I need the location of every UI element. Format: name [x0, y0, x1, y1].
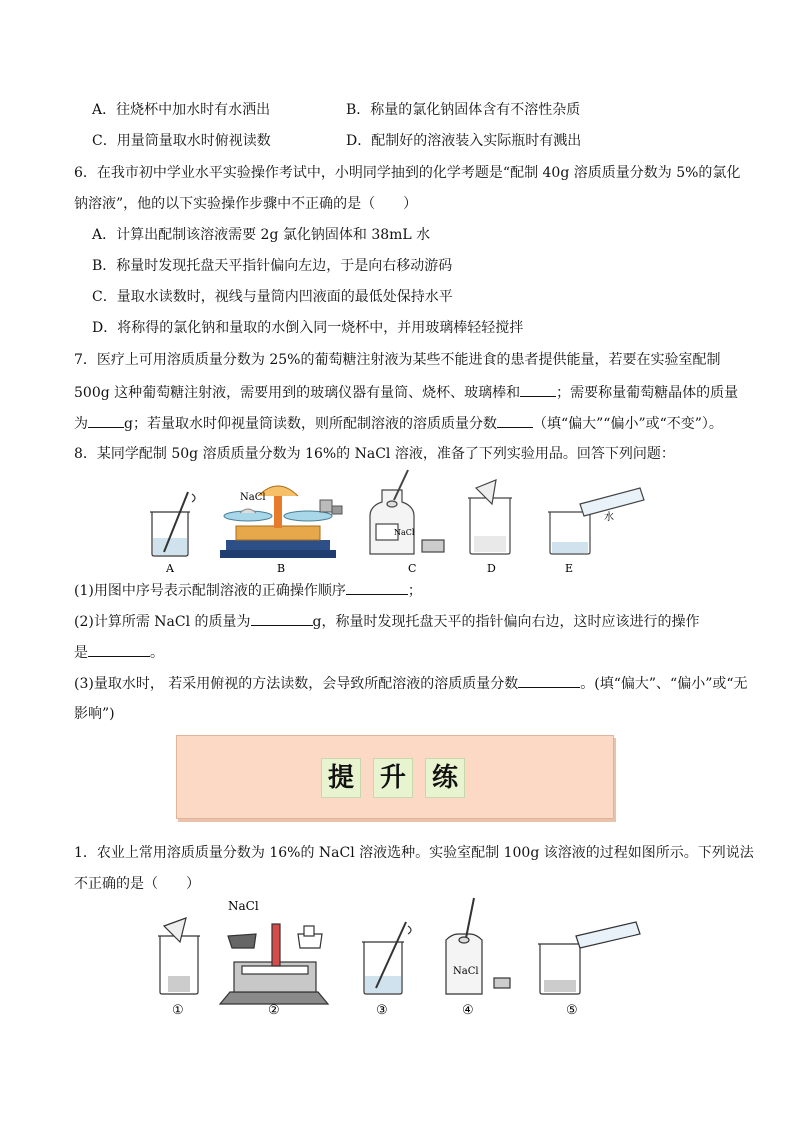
q8-stem: 8．某同学配制 50g 溶质质量分数为 16%的 NaCl 溶液，准备了下列实验用品。回答下列问题： — [74, 446, 675, 462]
banner-char-1: 提 — [321, 758, 361, 798]
q5-option-b: B．称量的氯化钠固体含有不溶性杂质 — [346, 102, 581, 118]
beaker-with-paper-icon — [158, 918, 200, 994]
q5-option-a: A．往烧杯中加水时有水洒出 — [92, 102, 271, 118]
reagent-bottle-icon — [446, 898, 510, 994]
beaker-stirring-icon — [150, 492, 195, 556]
fig-label-a: A — [166, 562, 174, 575]
fig-bottle-label: NaCl — [453, 966, 479, 977]
q8-text: 是 — [74, 645, 88, 661]
q8-sub3 — [74, 673, 748, 694]
q8-text: (3)量取水时， 若采用俯视的方法读数，会导致所配溶液的溶质质量分数 — [74, 676, 519, 692]
section-banner — [176, 735, 614, 819]
balance-icon — [220, 924, 328, 1004]
q8-text: g，称量时发现托盘天平的指针偏向右边，这时应该进行的操作 — [312, 614, 700, 630]
fig-label-4: ④ — [462, 1003, 474, 1018]
q8-apparatus-figure — [140, 466, 660, 578]
p1-apparatus-figure — [150, 896, 650, 1022]
q5-option-d: D．配制好的溶液装入实际瓶时有溅出 — [346, 133, 582, 149]
fig-label-c: C — [408, 562, 417, 575]
q7-stem-line1: 7．医疗上可用溶质质量分数为 25%的葡萄糖注射液为某些不能进食的患者提供能量，若要在实验室配制 — [74, 352, 721, 368]
q6-option-c: C．量取水读数时，视线与量筒内凹液面的最低处保持水平 — [92, 289, 453, 305]
q7-blank-2[interactable] — [88, 413, 124, 428]
p1-stem-line1: 1．农业上常用溶质质量分数为 16%的 NaCl 溶液选种。实验室配制 100g 该溶液的过程如图所示。下列说法 — [74, 845, 754, 861]
q8-sub3-cont: 影响”) — [74, 706, 115, 722]
q8-text: 。(填“偏大”、“偏小”或“无 — [580, 676, 748, 692]
q8-text: (1)用图中序号表示配制溶液的正确操作顺序 — [74, 583, 346, 599]
fig-water-label: 水 — [604, 512, 614, 523]
fig-label-d: D — [487, 562, 496, 575]
q8-sub1 — [74, 580, 422, 601]
beaker-with-paper-icon — [468, 480, 512, 554]
q7-stem-line2 — [74, 382, 738, 403]
q8-text: 。 — [150, 645, 164, 661]
fig-label-e: E — [565, 562, 574, 575]
fig-label-b: B — [277, 562, 286, 575]
p1-stem-line2: 不正确的是（ ） — [74, 876, 200, 892]
q7-blank-1[interactable] — [520, 382, 556, 397]
q8-sub2-cont — [74, 642, 164, 663]
q8-blank-4[interactable] — [518, 673, 580, 688]
q6-option-d: D．将称得的氯化钠和量取的水倒入同一烧杯中，并用玻璃棒轻轻搅拌 — [92, 320, 524, 336]
q7-text: 500g 这种葡萄糖注射液，需要用到的玻璃仪器有量筒、烧杯、玻璃棒和 — [74, 385, 521, 401]
fig-label-3: ③ — [376, 1003, 388, 1018]
q7-stem-line3 — [74, 413, 723, 434]
q6-stem-line2: 钠溶液”，他的以下实验操作步骤中不正确的是（ ） — [74, 196, 418, 212]
fig-nacl-label: NaCl — [240, 492, 266, 503]
fig-label-1: ① — [172, 1003, 184, 1018]
q7-text: ；需要称量葡萄糖晶体的质量 — [556, 385, 739, 401]
q8-text: ； — [407, 583, 422, 599]
q6-option-a: A．计算出配制该溶液需要 2g 氯化钠固体和 38mL 水 — [92, 227, 431, 243]
q8-blank-3[interactable] — [88, 642, 150, 657]
q8-blank-2[interactable] — [251, 611, 313, 626]
q8-blank-1[interactable] — [346, 580, 408, 595]
q6-stem-line1: 6．在我市初中学业水平实验操作考试中，小明同学抽到的化学考题是“配制 40g 溶质质量分数为 5%的氯化 — [74, 165, 741, 181]
q5-option-c: C．用量筒量取水时俯视读数 — [92, 133, 271, 149]
q7-text: 为 — [74, 416, 88, 432]
q7-text: （填“偏大”“偏小”或“不变”）。 — [532, 416, 723, 432]
cylinder-pouring-icon — [548, 488, 644, 554]
q8-sub2 — [74, 611, 700, 632]
fig-bottle-label: NaCl — [394, 528, 415, 537]
fig-label-5: ⑤ — [566, 1003, 578, 1018]
fig-nacl-label: NaCl — [228, 899, 259, 913]
q7-text: g；若量取水时仰视量筒读数，则所配制溶液的溶质质量分数 — [124, 416, 497, 432]
banner-char-3: 练 — [425, 758, 465, 798]
banner-char-2: 升 — [373, 758, 413, 798]
fig-label-2: ② — [268, 1003, 280, 1018]
reagent-bottle-icon — [370, 470, 444, 554]
cylinder-pouring-icon — [538, 922, 640, 994]
q8-text: (2)计算所需 NaCl 的质量为 — [74, 614, 251, 630]
q7-blank-3[interactable] — [497, 413, 533, 428]
q6-option-b: B．称量时发现托盘天平指针偏向左边，于是向右移动游码 — [92, 258, 453, 274]
balance-icon — [220, 486, 342, 558]
beaker-stirring-icon — [362, 922, 411, 994]
